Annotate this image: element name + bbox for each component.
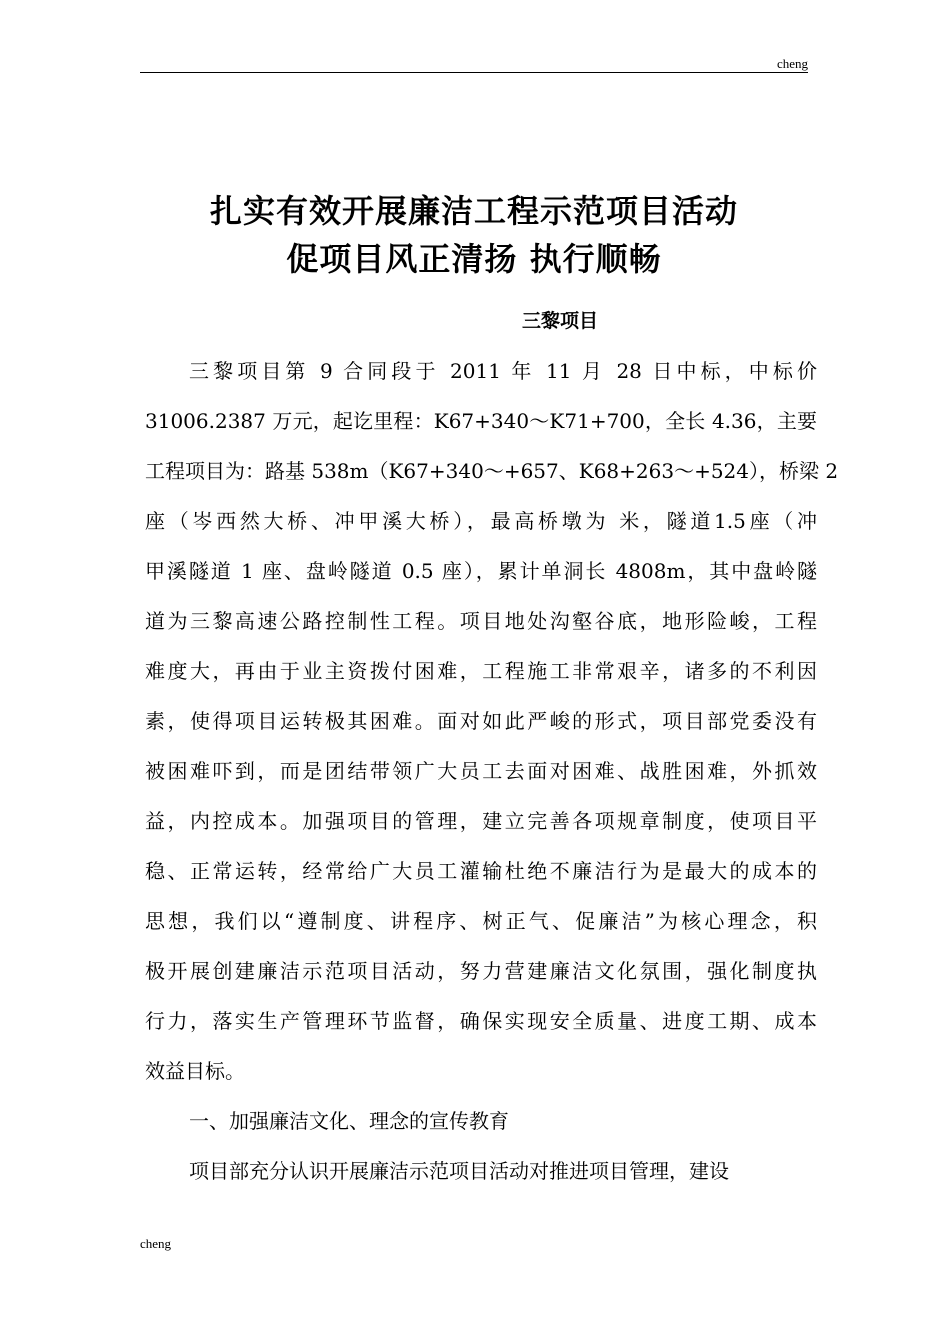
page-header <box>140 56 808 73</box>
document-title-line-1: 扎实有效开展廉洁工程示范项目活动 <box>209 192 738 230</box>
body-line: 思想，我们以“遵制度、讲程序、树正气、促廉洁”为核心理念，积 <box>145 909 817 933</box>
body-line: 效益目标。 <box>145 1059 245 1083</box>
body-line: 甲溪隧道 1 座、盘岭隧道 0.5 座），累计单洞长 4808m，其中盘岭隧 <box>145 559 817 583</box>
body-line: 素，使得项目运转极其困难。面对如此严峻的形式，项目部党委没有 <box>145 709 817 733</box>
body-line: 行力，落实生产管理环节监督，确保实现安全质量、进度工期、成本 <box>145 1009 817 1033</box>
section-first-line: 项目部充分认识开展廉洁示范项目活动对推进项目管理，建设 <box>189 1159 729 1183</box>
body-line: 座（岑西然大桥、冲甲溪大桥），最高桥墩为 米，隧道1.5座（冲 <box>145 509 817 533</box>
body-line: 极开展创建廉洁示范项目活动，努力营建廉洁文化氛围，强化制度执 <box>145 959 817 983</box>
body-line: 三黎项目第 9 合同段于 2011 年 11 月 28 日中标，中标价 <box>189 359 817 383</box>
section-heading: 一、加强廉洁文化、理念的宣传教育 <box>189 1109 509 1133</box>
header-text: cheng <box>776 56 808 71</box>
page-footer: cheng <box>140 1236 172 1251</box>
document-title-line-2: 促项目风正清扬 执行顺畅 <box>286 240 662 278</box>
body-line: 工程项目为：路基 538m（K67+340～+657、K68+263～+524），桥梁 2 <box>145 459 839 483</box>
body-line: 益，内控成本。加强项目的管理，建立完善各项规章制度，使项目平 <box>145 809 817 833</box>
body-line: 稳、正常运转，经常给广大员工灌输杜绝不廉洁行为是最大的成本的 <box>145 859 817 883</box>
document-author: 三黎项目 <box>522 310 599 332</box>
body-line: 难度大，再由于业主资拨付困难，工程施工非常艰辛，诸多的不利因 <box>145 659 817 683</box>
body-line: 被困难吓到，而是团结带领广大员工去面对困难、战胜困难，外抓效 <box>145 759 817 783</box>
body-line: 道为三黎高速公路控制性工程。项目地处沟壑谷底，地形险峻，工程 <box>145 609 817 633</box>
body-line: 31006.2387 万元，起讫里程：K67+340～K71+700，全长 4.36，主要 <box>145 409 817 433</box>
